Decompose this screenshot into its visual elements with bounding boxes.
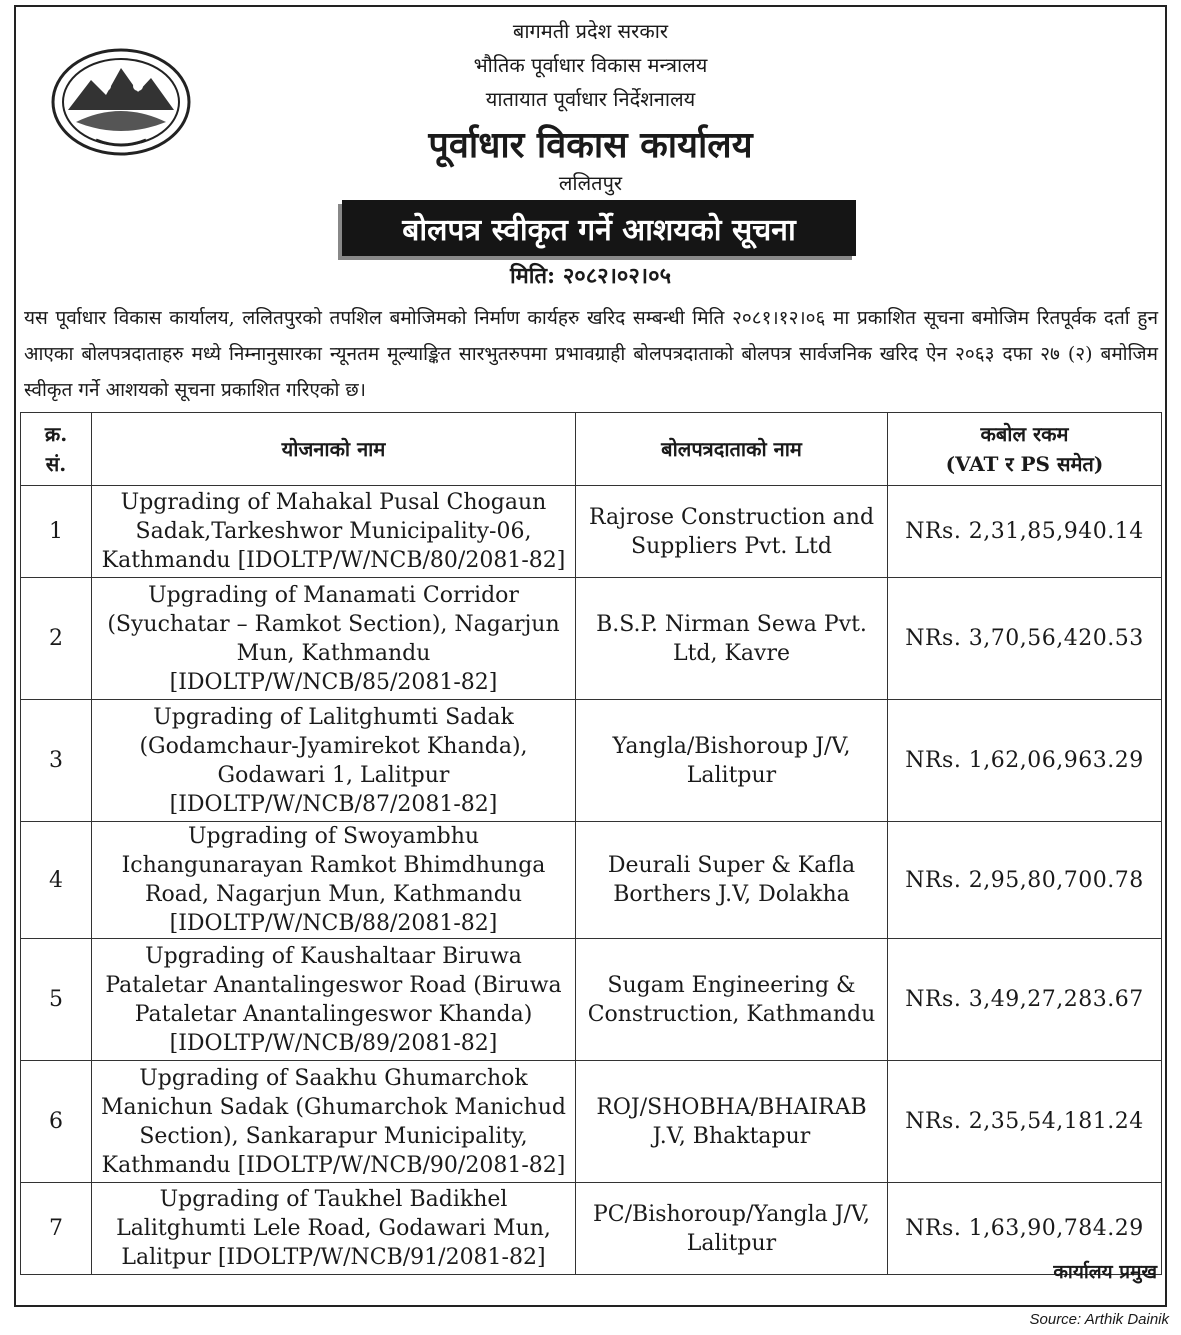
row-project: Upgrading of Kaushaltaar Biruwa Pataletar Anantalingeswor Road (Biruwa Pataletar Anantalingeswor Khanda) [IDOLTP/W/NCB/89/2081-82]: [92, 939, 576, 1061]
bid-table: [20, 412, 1162, 1275]
row-bidder: PC/Bishoroup/Yangla J/V, Lalitpur: [576, 1183, 888, 1275]
row-project: Upgrading of Taukhel Badikhel Lalitghumti Lele Road, Godawari Mun, Lalitpur [IDOLTP/W/NCB/91/2081-82]: [92, 1183, 576, 1275]
row-project: Upgrading of Saakhu Ghumarchok Manichun Sadak (Ghumarchok Manichud Section), Sankarapur Municipality, Kathmandu [IDOLTP/W/NCB/90/2081-82]: [92, 1061, 576, 1183]
row-amount: NRs. 3,70,56,420.53: [888, 578, 1162, 700]
header-amount-line2: (VAT र PS समेत): [945, 452, 1104, 476]
table-row: [21, 1061, 1162, 1183]
row-project: Upgrading of Swoyambhu Ichangunarayan Ramkot Bhimdhunga Road, Nagarjun Mun, Kathmandu [IDOLTP/W/NCB/88/2081-82]: [92, 822, 576, 939]
row-sn: 1: [21, 486, 92, 578]
header-sn: [21, 413, 92, 486]
header-line-ministry: भौतिक पूर्वाधार विकास मन्त्रालय: [473, 53, 708, 77]
header-amount: [888, 413, 1162, 486]
office-city: ललितपुर: [558, 171, 623, 195]
table-row: [21, 1183, 1162, 1275]
intro-paragraph: यस पूर्वाधार विकास कार्यालय, ललितपुरको तपशिल बमोजिमको निर्माण कार्यहरु खरिद सम्बन्धी मिति २०८१।१२।०६ मा प्रकाशित सूचना बमोजिम रितपूर्वक दर्ता हुन आएका बोलपत्रदाताहरु मध्ये निम्नानुसारका न्यूनतम मूल्याङ्कित सारभुतरुपमा प्रभावग्राही बोलपत्रदाताको बोलपत्र सार्वजनिक खरिद ऐन २०६३ दफा २७ (२) बमोजिम स्वीकृत गर्ने आशयको सूचना प्रकाशित गरिएको छ।: [24, 307, 1158, 401]
row-bidder: Deurali Super & Kafla Borthers J.V, Dolakha: [576, 822, 888, 939]
row-amount: NRs. 1,63,90,784.29: [888, 1183, 1162, 1275]
row-bidder: Rajrose Construction and Suppliers Pvt. Ltd: [576, 486, 888, 578]
row-sn: 2: [21, 578, 92, 700]
row-amount: NRs. 2,31,85,940.14: [888, 486, 1162, 578]
signature-office-chief: कार्यालय प्रमुख: [1053, 1261, 1157, 1283]
row-amount: NRs. 2,95,80,700.78: [888, 822, 1162, 939]
row-project: Upgrading of Manamati Corridor (Syuchatar – Ramkot Section), Nagarjun Mun, Kathmandu [IDOLTP/W/NCB/85/2081-82]: [92, 578, 576, 700]
header-line-province: बागमती प्रदेश सरकार: [512, 19, 669, 43]
notice-date: मिति: २०८२।०२।०५: [509, 263, 672, 289]
row-bidder: Sugam Engineering & Construction, Kathmandu: [576, 939, 888, 1061]
row-amount: NRs. 1,62,06,963.29: [888, 700, 1162, 822]
header: [0, 14, 1181, 198]
table-row: [21, 822, 1162, 939]
table-row: [21, 578, 1162, 700]
notice-title-banner: बोलपत्र स्वीकृत गर्ने आशयको सूचना: [342, 200, 856, 256]
row-sn: 3: [21, 700, 92, 822]
header-amount-line1: कबोल रकम: [980, 422, 1069, 446]
header-sn-line2: सं.: [45, 452, 67, 476]
row-sn: 4: [21, 822, 92, 939]
row-project: Upgrading of Mahakal Pusal Chogaun Sadak,Tarkeshwor Municipality-06, Kathmandu [IDOLTP/W/NCB/80/2081-82]: [92, 486, 576, 578]
row-bidder: Yangla/Bishoroup J/V, Lalitpur: [576, 700, 888, 822]
header-bidder: बोलपत्रदाताको नाम: [576, 413, 888, 486]
row-amount: NRs. 3,49,27,283.67: [888, 939, 1162, 1061]
table-header-row: [21, 413, 1162, 486]
row-sn: 7: [21, 1183, 92, 1275]
table-row: [21, 486, 1162, 578]
row-project: Upgrading of Lalitghumti Sadak (Godamchaur-Jyamirekot Khanda), Godawari 1, Lalitpur [IDOLTP/W/NCB/87/2081-82]: [92, 700, 576, 822]
office-title: पूर्वाधार विकास कार्यालय: [428, 124, 753, 166]
header-sn-line1: क्र.: [44, 422, 68, 446]
header-project: योजनाको नाम: [92, 413, 576, 486]
header-line-directorate: यातायात पूर्वाधार निर्देशनालय: [485, 87, 696, 111]
source-credit: Source: Arthik Dainik: [1029, 1311, 1169, 1328]
row-bidder: B.S.P. Nirman Sewa Pvt. Ltd, Kavre: [576, 578, 888, 700]
table-row: [21, 939, 1162, 1061]
table-row: [21, 700, 1162, 822]
row-bidder: ROJ/SHOBHA/BHAIRAB J.V, Bhaktapur: [576, 1061, 888, 1183]
row-amount: NRs. 2,35,54,181.24: [888, 1061, 1162, 1183]
row-sn: 6: [21, 1061, 92, 1183]
row-sn: 5: [21, 939, 92, 1061]
